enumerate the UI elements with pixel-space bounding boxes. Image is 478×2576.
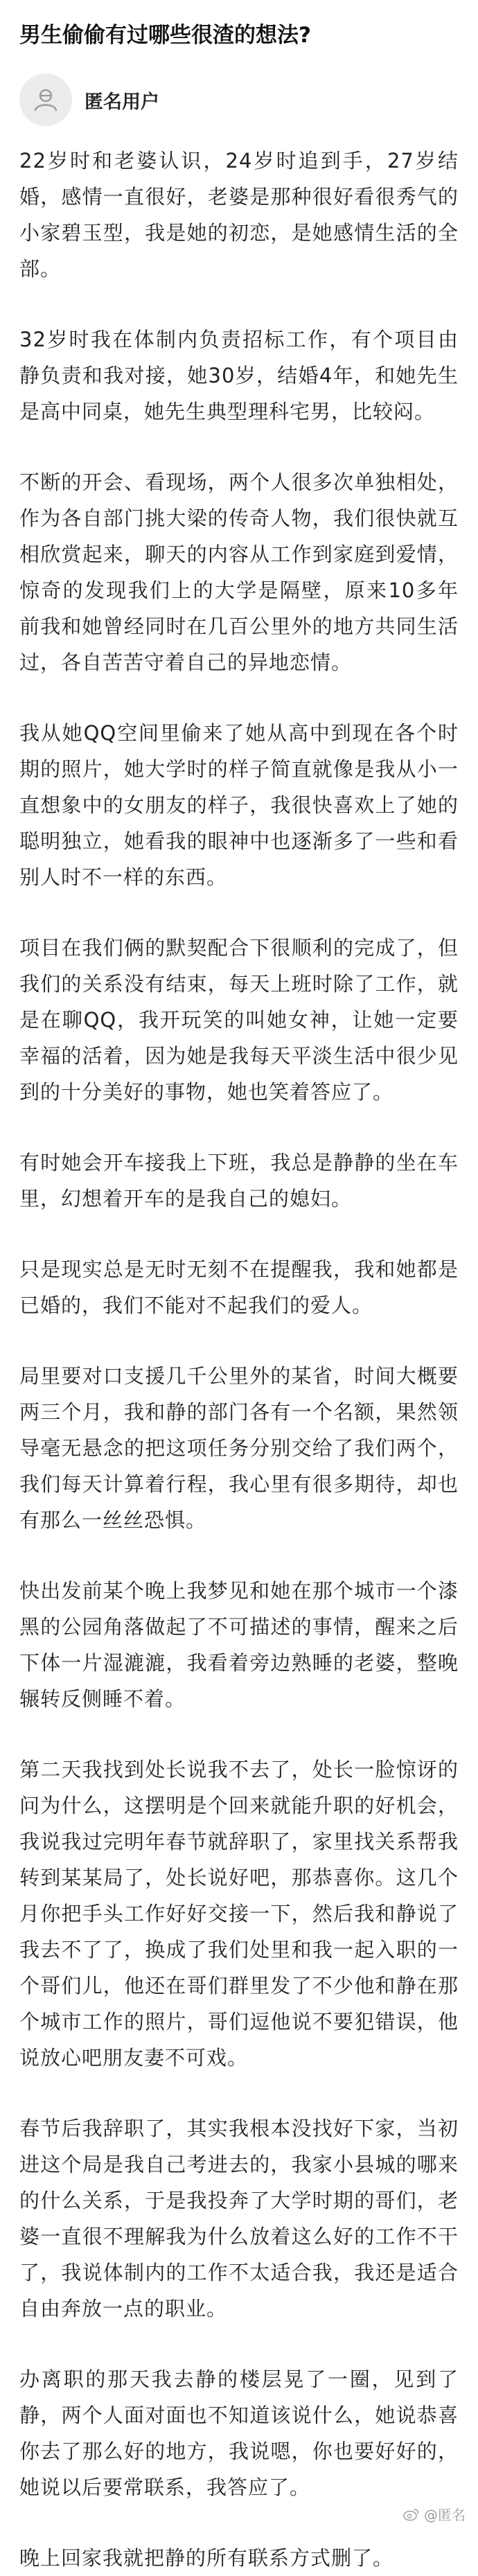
answer-paragraph: 快出发前某个晚上我梦见和她在那个城市一个漆黑的公园角落做起了不可描述的事情，醒来之后下体一片湿漉漉，我看着旁边熟睡的老婆，整晚辗转反侧睡不着。 xyxy=(19,1579,459,1711)
answer-paragraph: 32岁时我在体制内负责招标工作，有个项目由静负责和我对接，她30岁，结婚4年，和她先生是高中同桌，她先生典型理科宅男，比较闷。 xyxy=(19,328,459,423)
answer-paragraph: 有时她会开车接我上下班，我总是静静的坐在车里，幻想着开车的是我自己的媳妇。 xyxy=(19,1151,459,1210)
watermark-text: @匿名 xyxy=(424,2507,466,2523)
answer-paragraph: 只是现实总是无时无刻不在提醒我，我和她都是已婚的，我们不能对不起我们的爱人。 xyxy=(19,1258,459,1317)
question-title[interactable]: 男生偷偷有过哪些很渣的想法? xyxy=(19,23,311,48)
answer-paragraph: 不断的开会、看现场，两个人很多次单独相处，作为各自部门挑大梁的传奇人物，我们很快就互相欣赏起来，聊天的内容从工作到家庭到爱情，惊奇的发现我们上的大学是隔壁，原来10多年前我和她曾经同时在几百公里外的地方共同生活过，各自苦苦守着自己的异地恋情。 xyxy=(19,470,459,674)
author-name[interactable]: 匿名用户 xyxy=(85,91,159,113)
anonymous-user-icon[interactable] xyxy=(19,73,72,126)
answer-paragraph: 第二天我找到处长说我不去了，处长一脸惊讶的问为什么，这摆明是个回来就能升职的好机会，我说我过完明年春节就辞职了，家里找关系帮我转到某某局了，处长说好吧，那恭喜你。这几个月你把手头工作好好交接一下，然后我和静说了我去不了了，换成了我们处里和我一起入职的一个哥们儿，他还在哥们群里发了不少他和静在那个城市工作的照片，哥们逗他说不要犯错误，他说放心吧朋友妻不可戏。 xyxy=(19,1758,459,2070)
weibo-logo-icon xyxy=(403,2507,420,2521)
answer-paragraph: 项目在我们俩的默契配合下很顺利的完成了，但我们的关系没有结束，每天上班时除了工作，就是在聊QQ，我开玩笑的叫她女神，让她一定要幸福的活着，因为她是我每天平淡生活中很少见到的十分美好的事物，她也笑着答应了。 xyxy=(19,936,459,1104)
answer-paragraph: 我从她QQ空间里偷来了她从高中到现在各个时期的照片，她大学时的样子简直就像是我从小一直想象中的女朋友的样子，我很快喜欢上了她的聪明独立，她看我的眼神中也逐渐多了一些和看别人时不一样的东西。 xyxy=(19,721,459,889)
answer-paragraph: 22岁时和老婆认识，24岁时追到手，27岁结婚，感情一直很好，老婆是那种很好看很秀气的小家碧玉型，我是她的初恋，是她感情生活的全部。 xyxy=(19,149,459,281)
answer-paragraph: 局里要对口支援几千公里外的某省，时间大概要两三个月，我和静的部门各有一个名额，果然领导毫无悬念的把这项任务分别交给了我们两个，我们每天计算着行程，我心里有很多期待，却也有那么一丝丝恐惧。 xyxy=(19,1364,459,1532)
watermark xyxy=(403,2504,466,2524)
answer-paragraph: 晚上回家我就把静的所有联系方式删了。 xyxy=(19,2546,394,2570)
answer-paragraph: 办离职的那天我去静的楼层晃了一圈，见到了静，两个人面对面也不知道该说什么，她说恭喜你去了那么好的地方，我说嗯，你也要好好的，她说以后要常联系，我答应了。 xyxy=(19,2367,459,2499)
answer-content xyxy=(19,143,459,2576)
author-row xyxy=(19,72,459,127)
anonymous-user-glyph-icon xyxy=(30,84,62,116)
answer-paragraph: 春节后我辞职了，其实我根本没找好下家，当初进这个局是我自己考进去的，我家小县城的哪来的什么关系，于是我投奔了大学时期的哥们，老婆一直很不理解我为什么放着这么好的工作不干了，我说体制内的工作不太适合我，我还是适合自由奔放一点的职业。 xyxy=(19,2117,459,2320)
